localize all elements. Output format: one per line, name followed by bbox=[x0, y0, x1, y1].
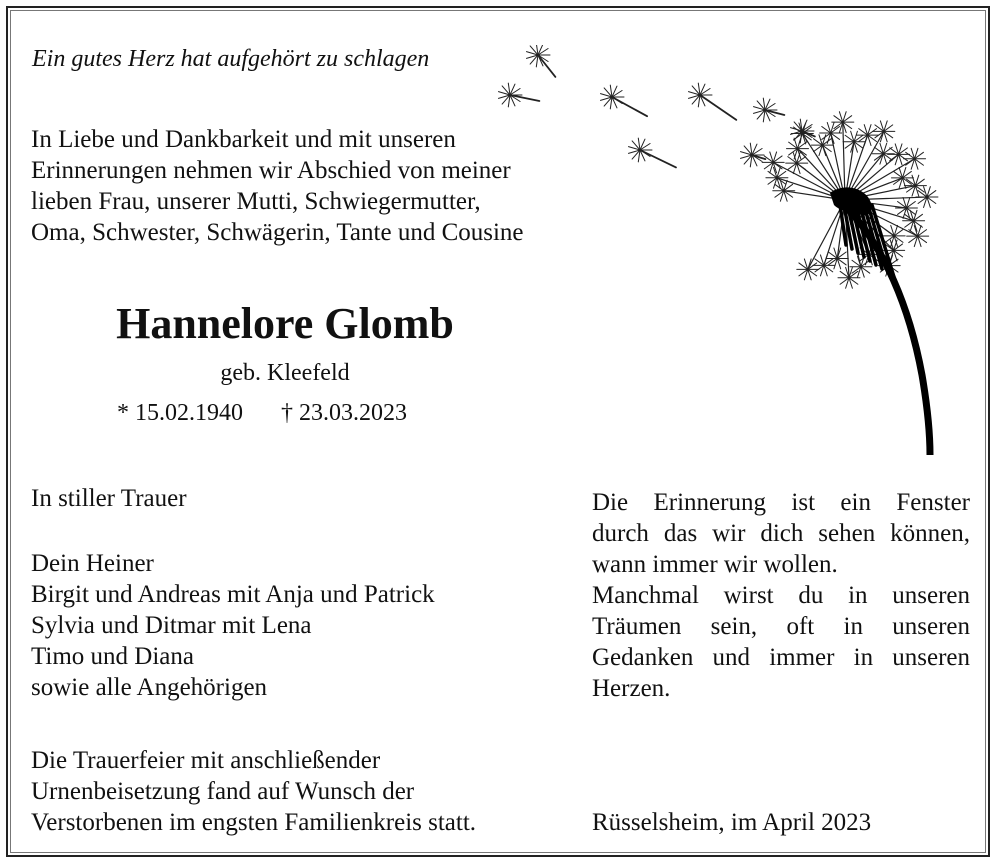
intro-line: Oma, Schwester, Schwägerin, Tante und Cousine bbox=[31, 219, 524, 246]
intro-line: Erinnerungen nehmen wir Abschied von meiner bbox=[31, 157, 511, 184]
mourner: Sylvia und Ditmar mit Lena bbox=[31, 612, 312, 639]
motto: Ein gutes Herz hat aufgehört zu schlagen bbox=[32, 46, 430, 72]
poem-line: Herzen. bbox=[592, 675, 671, 702]
birth-date: * 15.02.1940 bbox=[117, 400, 243, 426]
mourning-heading: In stiller Trauer bbox=[31, 485, 187, 512]
deceased-name: Hannelore Glomb bbox=[116, 299, 454, 348]
life-dates bbox=[117, 398, 407, 429]
notice-line: Urnenbeisetzung fand auf Wunsch der bbox=[31, 778, 415, 805]
mourner: Dein Heiner bbox=[31, 550, 154, 577]
notice-line: Die Trauerfeier mit anschließender bbox=[31, 747, 381, 774]
poem-line: Träumen sein, oft in unseren bbox=[592, 613, 970, 640]
intro-text bbox=[31, 124, 524, 248]
intro-line: lieben Frau, unserer Mutti, Schwiegermutter, bbox=[31, 188, 481, 215]
poem-line: Die Erinnerung ist ein Fenster bbox=[592, 489, 970, 516]
poem bbox=[592, 487, 970, 704]
poem-line: Gedanken und immer in unseren bbox=[592, 644, 970, 671]
mourner: Birgit und Andreas mit Anja und Patrick bbox=[31, 581, 435, 608]
poem-line: durch das wir dich sehen können, bbox=[592, 520, 970, 547]
mourner: sowie alle Angehörigen bbox=[31, 674, 268, 701]
poem-line: wann immer wir wollen. bbox=[592, 551, 838, 578]
mourner: Timo und Diana bbox=[31, 643, 194, 670]
dandelion-icon bbox=[490, 45, 950, 460]
death-date: † 23.03.2023 bbox=[281, 400, 407, 426]
intro-line: In Liebe und Dankbarkeit und mit unseren bbox=[31, 126, 456, 153]
notice-line: Verstorbenen im engsten Familienkreis statt. bbox=[31, 809, 477, 836]
place-date: Rüsselsheim, im April 2023 bbox=[592, 809, 872, 836]
poem-line: Manchmal wirst du in unseren bbox=[592, 582, 970, 609]
born-name: geb. Kleefeld bbox=[220, 360, 350, 386]
mourners-list bbox=[31, 548, 435, 703]
funeral-notice bbox=[31, 745, 476, 838]
